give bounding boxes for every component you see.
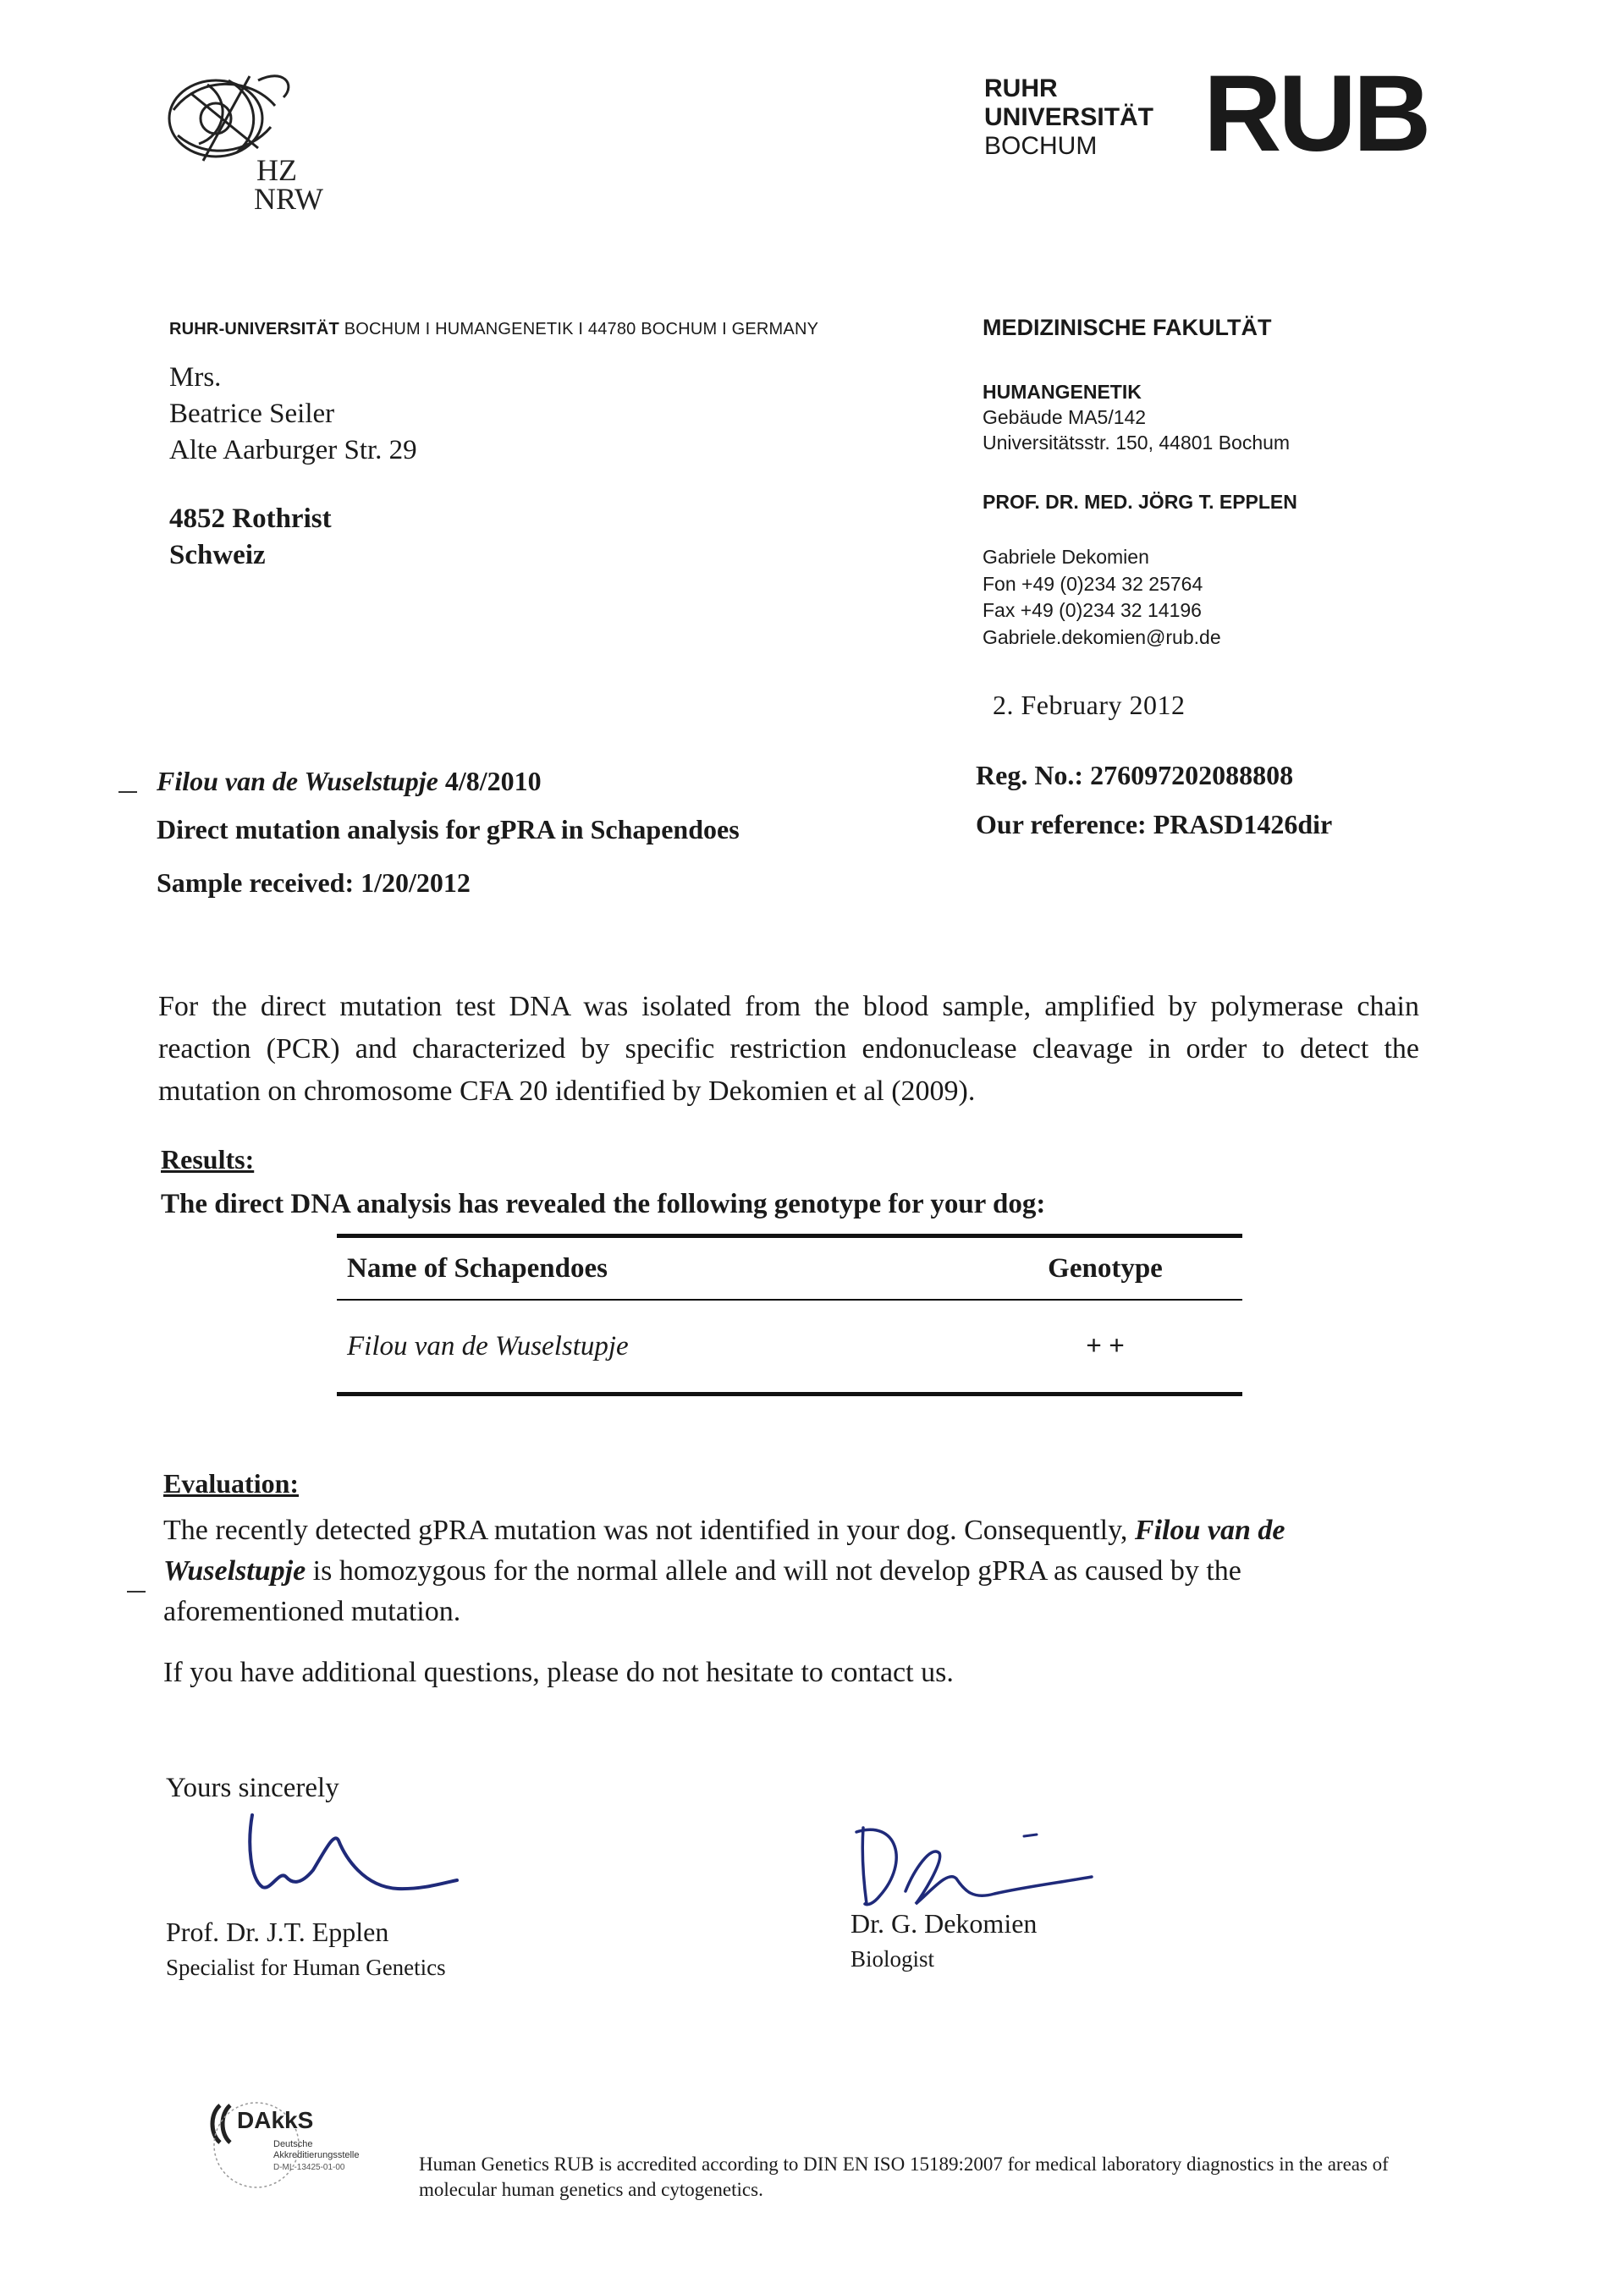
department-name: HUMANGENETIK [983,381,1142,403]
table-bottom-rule [337,1392,1242,1396]
signer1-title: Specialist for Human Genetics [166,1955,446,1980]
hz-nrw-logo [157,59,360,220]
evaluation-paragraph [163,1510,1365,1632]
recipient-address [169,360,417,469]
col-header-name: Name of Schapendoes [347,1252,608,1284]
ref-label: Our reference: [976,809,1147,839]
subject-dog-name: Filou van de Wuselstupje [157,766,438,796]
table-header-row [337,1238,1242,1299]
hz-label: HZ [256,153,297,187]
signer1-name: Prof. Dr. J.T. Epplen [166,1917,389,1947]
signer2-title: Biologist [851,1946,935,1972]
fold-mark [118,791,137,793]
recipient-city: 4852 Rothrist [169,503,332,534]
genotype-table [337,1234,1242,1396]
dakks-sub1: Deutsche [273,2139,313,2149]
signature-epplen-icon [245,1811,465,1904]
rub-wordmark [984,74,1153,161]
row-dog-name: Filou van de Wuselstupje [347,1330,629,1362]
contact-name: Gabriele Dekomien [983,546,1149,568]
sender-line-rest: BOCHUM I HUMANGENETIK I 44780 BOCHUM I GERMANY [339,320,819,338]
recipient-city-block [169,501,332,574]
rub-word-universitaet: UNIVERSITÄT [984,103,1154,131]
results-text: The direct DNA analysis has revealed the following genotype for your dog: [161,1189,1046,1219]
our-reference [976,809,1332,840]
fold-mark [127,1591,146,1593]
reg-value: 276097202088808 [1090,760,1294,790]
letter-date: 2. February 2012 [993,690,1186,720]
intro-paragraph: For the direct mutation test DNA was isolated from the blood sample, amplified by polymerase chain reaction (PCR) and characterized by specific restriction endonuclease cleavage in order to detect the mutation on chromosome CFA 20 identified by Dekomien et al (2009). [158,991,1419,1107]
ref-value: PRASD1426dir [1153,809,1333,839]
department-building: Gebäude MA5/142 [983,406,1147,428]
dakks-name: DAkkS [237,2107,314,2133]
sender-line [169,320,818,339]
subject-dog-birth: 4/8/2010 [444,766,542,796]
professor-name: PROF. DR. MED. JÖRG T. EPPLEN [983,491,1297,513]
row-genotype: + + [1086,1330,1125,1362]
sender-line-bold: RUHR-UNIVERSITÄT [169,320,339,338]
closing-phrase: Yours sincerely [166,1773,339,1803]
evaluation-part1: The recently detected gPRA mutation was not identified in your dog. Consequently, [163,1515,1135,1546]
received-date: 1/20/2012 [361,867,471,898]
rub-word-ruhr: RUHR [984,74,1058,102]
contact-phone: Fon +49 (0)234 32 25764 [983,572,1203,595]
recipient-salutation: Mrs. [169,362,222,393]
rub-word-bochum: BOCHUM [984,132,1098,160]
dakks-sub2: Akkreditierungsstelle [273,2150,360,2160]
dakks-code: D-ML-13425-01-00 [273,2163,345,2172]
results-heading: Results: [161,1144,255,1175]
nrw-label: NRW [254,182,324,216]
faculty-title: MEDIZINISCHE FAKULTÄT [983,315,1272,340]
rub-logo-mark: RUB [1203,53,1429,174]
col-header-genotype: Genotype [1048,1252,1163,1284]
accreditation-footer: Human Genetics RUB is accredited according to DIN EN ISO 15189:2007 for medical laboratory diagnostics in the areas of molecular human genetics and cytogenetics. [419,2154,1389,2200]
table-row [337,1301,1242,1392]
contact-email: Gabriele.dekomien@rub.de [983,625,1221,648]
signer2-name: Dr. G. Dekomien [851,1908,1038,1939]
contact-block [983,544,1221,651]
department-address: Universitätsstr. 150, 44801 Bochum [983,432,1291,454]
contact-invitation: If you have additional questions, please do not hesitate to contact us. [163,1657,954,1688]
subject-dog-line [157,766,542,797]
subject-received [157,867,471,899]
dakks-logo [201,2099,396,2192]
subject-analysis: Direct mutation analysis for gPRA in Schapendoes [157,814,740,844]
evaluation-dog-name: Filou van de Wuselstupje [163,1515,1285,1587]
evaluation-part2: is homozygous for the normal allele and will not develop gPRA as caused by the aforementioned mutation. [163,1555,1241,1627]
recipient-name: Beatrice Seiler [169,399,335,429]
recipient-street: Alte Aarburger Str. 29 [169,435,417,465]
department-block [983,379,1290,455]
evaluation-heading: Evaluation: [163,1468,300,1499]
recipient-country: Schweiz [169,540,266,570]
registration-number [976,760,1293,791]
contact-fax: Fax +49 (0)234 32 14196 [983,599,1202,621]
received-label: Sample received: [157,867,355,898]
dakks-subtitle [273,2139,360,2161]
reg-label: Reg. No.: [976,760,1084,790]
